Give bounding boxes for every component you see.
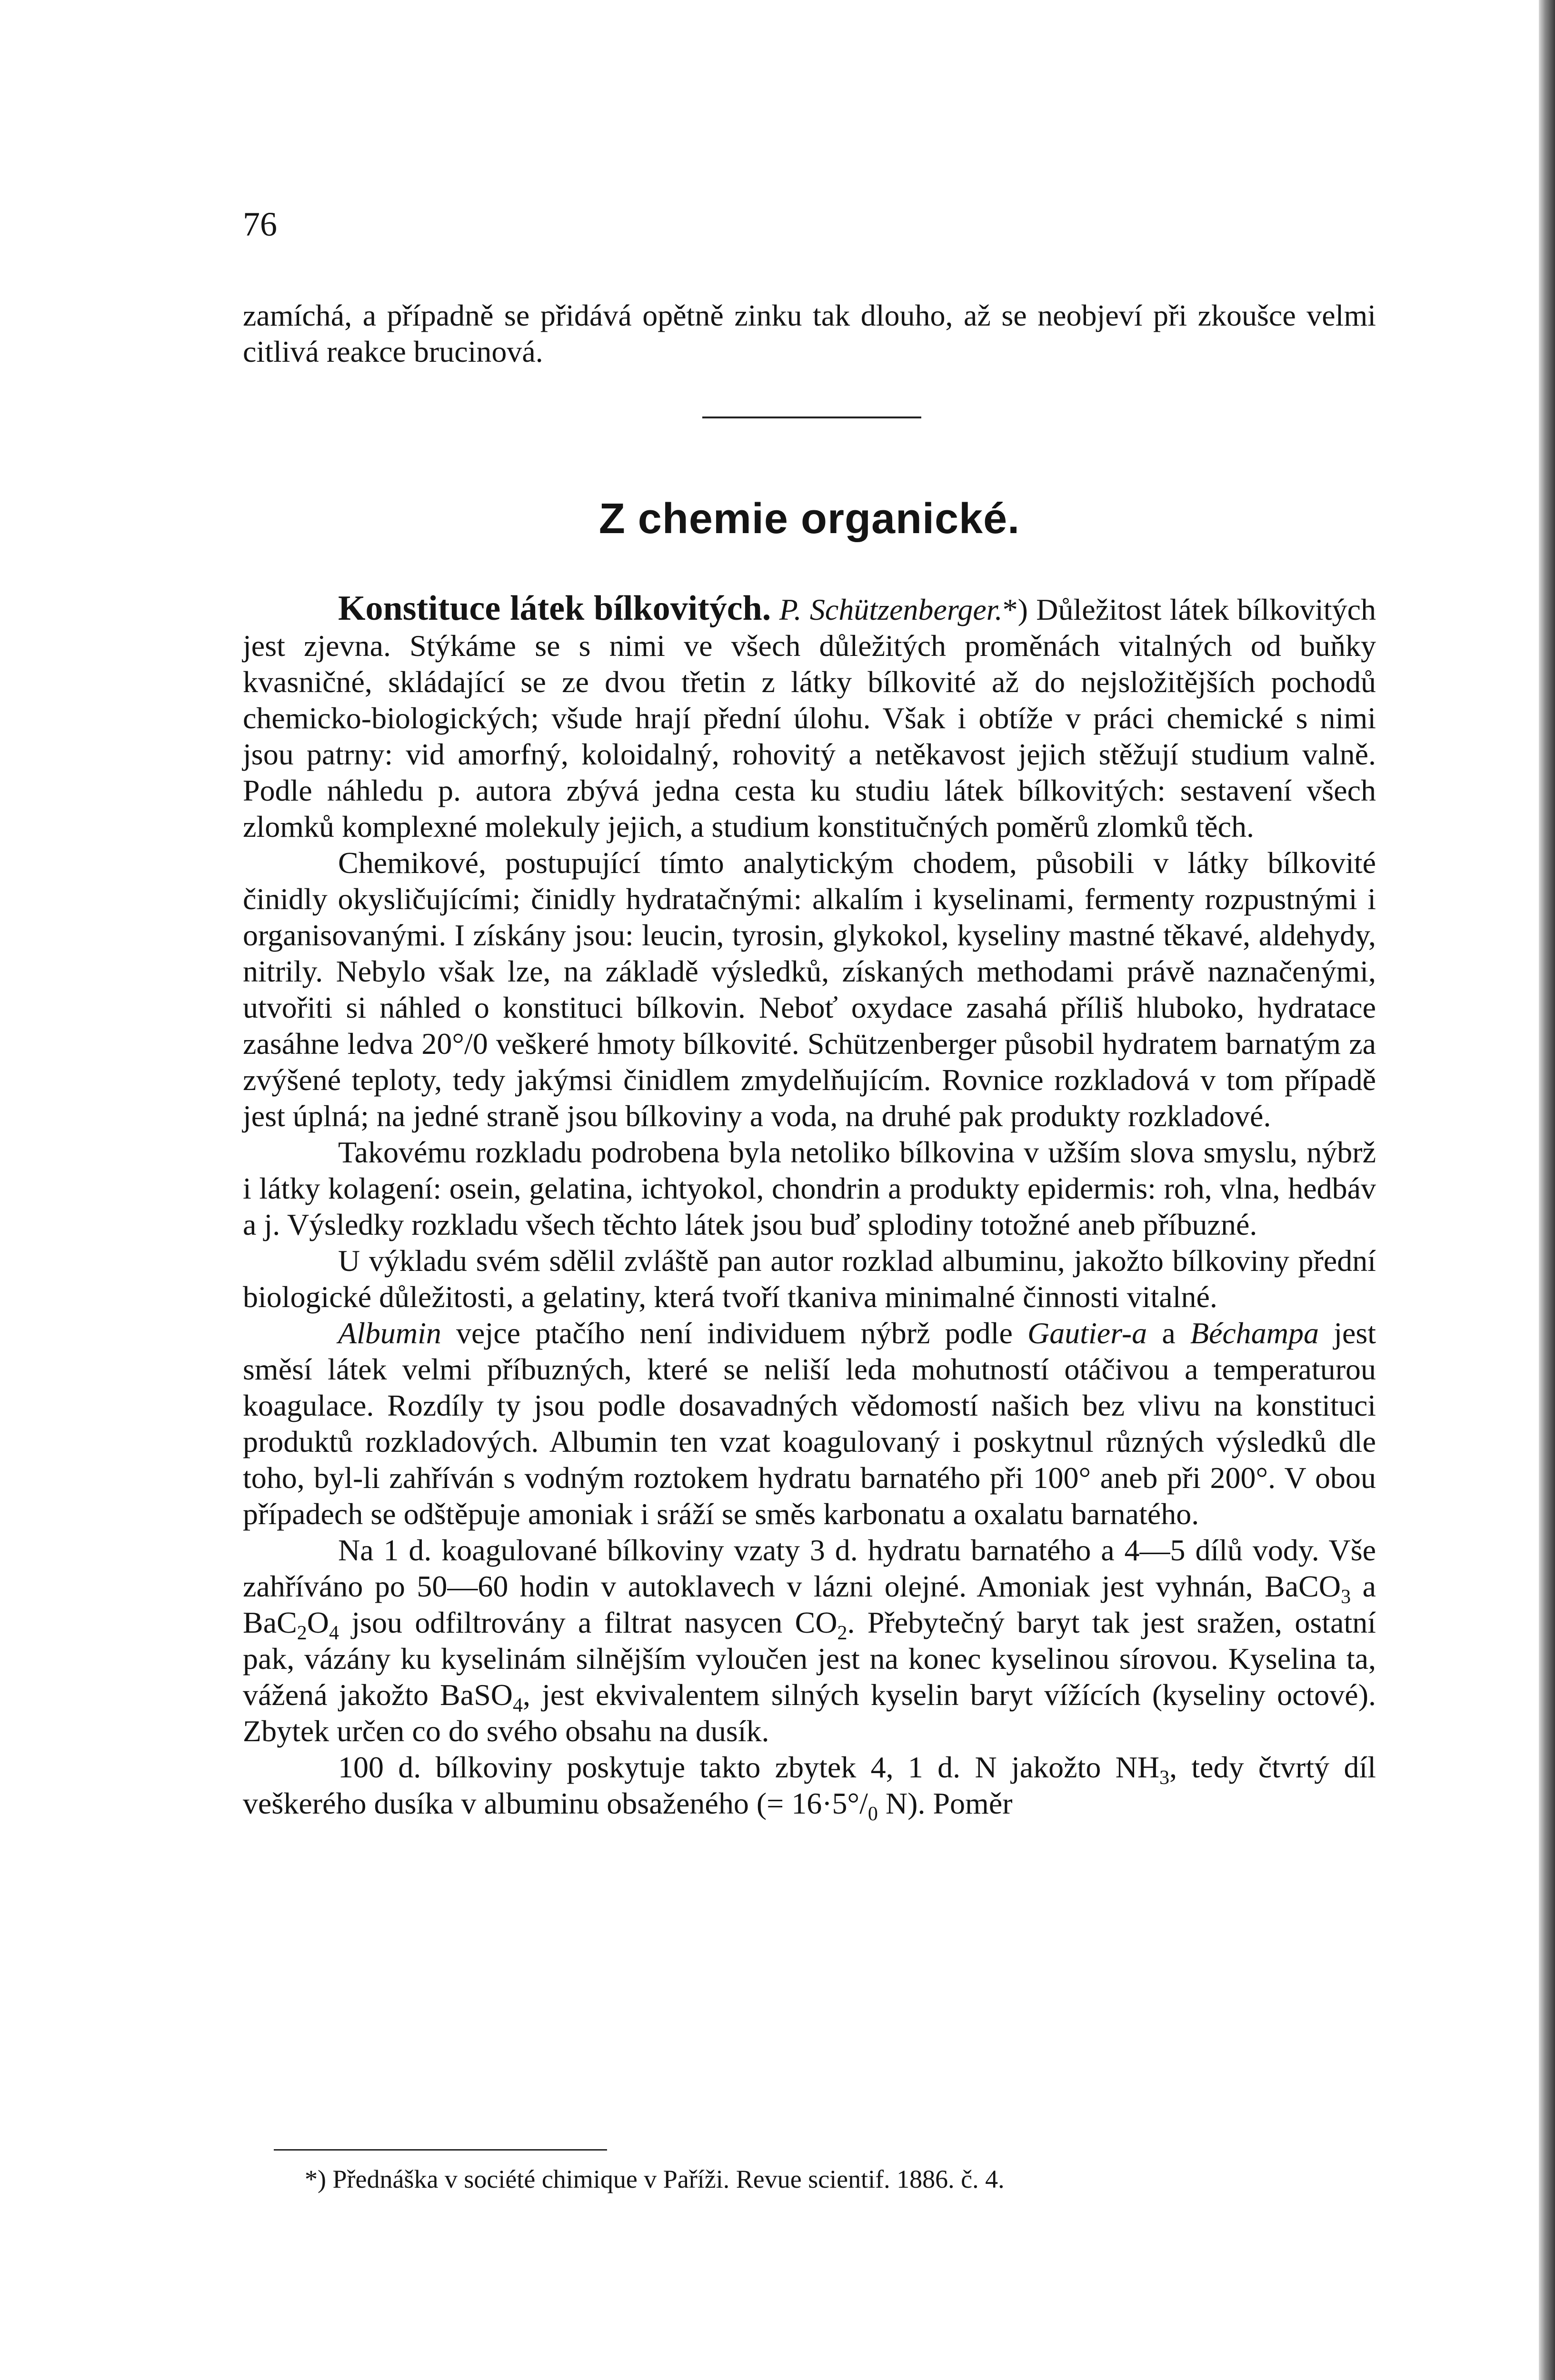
subscript: 3 (1159, 1766, 1170, 1789)
gautier-name: Gautier-a (1027, 1316, 1147, 1350)
yield-text-b: , tedy čtvrtý díl veškerého dusíka v albuminu obsaženého (= 16·5°/ (243, 1750, 1376, 1820)
paragraph-decomposition: Takovému rozkladu podrobena byla netoliko bílkovina v užším slova smyslu, nýbrž i látky kolagení: osein, gelatina, ichtyokol, chondrin a produkty epidermis: roh, vlna, hedbáv a j. Výsledky rozkladu všech těchto látek jsou buď splodiny totožné aneb příbuzné. (243, 1135, 1376, 1241)
procedure-text-b: a BaC (243, 1569, 1376, 1639)
procedure-text-a: Na 1 d. koagulované bílkoviny vzaty 3 d. hydratu barnatého a 4—5 dílů vody. Vše zahříváno po 50—60 hodin v autoklavech v lázni olejné. Amoniak jest vyhnán, BaCO (243, 1533, 1376, 1603)
paragraph-lecture: U výkladu svém sdělil zvláště pan autor rozklad albuminu, jakožto bílkoviny přední biologické důležitosti, a gelatiny, která tvoří tkaniva minimalné činnosti vitalné. (243, 1244, 1376, 1314)
albumin-text-a: vejce ptačího není individuem nýbrž podle (456, 1316, 1013, 1350)
section-divider (702, 416, 921, 418)
albumin-term: Albumin (338, 1316, 441, 1350)
procedure-text-c: O (307, 1606, 329, 1639)
footnote: *) Přednáška v société chimique v Paříži. Revue scientif. 1886. č. 4. (305, 2165, 1005, 2193)
albumin-text-b: jest směsí látek velmi příbuzných, které se neliší leda mohutností otáčivou a temperaturou koagulace. Rozdíly ty jsou podle dosavadných vědomostí našich bez vlivu na konstituci produktů rozkladových. Albumin ten vzat koagulovaný i poskytnul různých výsledků dle toho, byl-li zahříván s vodným roztokem hydratu barnatého při 100° aneb při 200°. V obou případech se odštěpuje amoniak i sráží se směs karbonatu a oxalatu barnatého. (243, 1316, 1376, 1531)
footnote-marker: *) (1002, 593, 1028, 626)
lead-text: Důležitost látek bílkovitých jest zjevna. Stýkáme se s nimi ve všech důležitých proměnách vitalných od buňky kvasničné, skládající se ze dvou třetin z látky bílkovité až do nejsložitějších pochodů chemicko-biologických; všude hrají přední úlohu. Však i obtíže v práci chemické s nimi jsou patrny: vid amorfný, koloidalný, rohovitý a netěkavost jejich stěžují studium valně. Podle náhledu p. autora zbývá jedna cesta ku studiu látek bílkovitých: sestavení všech zlomků komplexné molekuly jejich, a studium konstitučných poměrů zlomků těch. (243, 593, 1376, 843)
paragraph-chemists: Chemikové, postupující tímto analytickým chodem, působili v látky bílkovité činidly okysličujícími; činidly hydratačnými: alkalím i kyselinami, fermenty rozpustnými i organisovanými. I získány jsou: leucin, tyrosin, glykokol, kyseliny mastné těkavé, aldehydy, nitrily. Nebylo však lze, na základě výsledků, získaných methodami právě naznačenými, utvořiti si náhled o konstituci bílkovin. Neboť oxydace zasahá příliš hluboko, hydratace zasáhne ledva 20°/0 veškeré hmoty bílkovité. Schützenberger působil hydratem barnatým za zvýšené teploty, tedy jakýmsi činidlem zmydelňujícím. Rovnice rozkladová v tom případě jest úplná; na jedné straně jsou bílkoviny a voda, na druhé pak produkty rozkladové. (243, 846, 1376, 1133)
and-word: a (1162, 1316, 1176, 1350)
intro-paragraph (243, 298, 1376, 370)
page-edge-shadow (1539, 0, 1555, 2380)
subscript: 0 (867, 1803, 878, 1825)
paragraph-procedure (243, 1532, 1376, 1749)
bechampa-name: Béchampa (1190, 1316, 1319, 1350)
paragraph-albumin (243, 1315, 1376, 1532)
paragraph-yield (243, 1749, 1376, 1825)
yield-text-c: N). Poměr (877, 1786, 1013, 1820)
subscript: 2 (837, 1622, 847, 1644)
footnote-rule (274, 2149, 607, 2151)
article-lead-paragraph (243, 590, 1376, 845)
article-author: P. Schützenberger. (779, 593, 1003, 626)
intro-text: zamíchá, a případně se přidává opětně zinku tak dlouho, až se neobjeví při zkoušce velmi citlivá reakce brucinová. (243, 298, 1376, 368)
subscript: 3 (1341, 1586, 1351, 1608)
procedure-text-d: jsou odfiltrovány a filtrat nasycen CO (339, 1606, 837, 1639)
subscript: 4 (329, 1622, 339, 1644)
page-number: 76 (243, 205, 277, 243)
article-title: Konstituce látek bílkovitých. (338, 589, 771, 628)
article-body (243, 589, 1376, 1825)
subscript: 4 (513, 1694, 523, 1716)
yield-text-a: 100 d. bílkoviny poskytuje takto zbytek 4, 1 d. N jakožto NH (338, 1750, 1160, 1784)
subscript: 2 (297, 1622, 307, 1644)
procedure-text-e: . Přebytečný baryt tak jest sražen, ostatní pak, vázány ku kyselinám silnějším vyloučen jest na konec kyselinou sírovou. Kyselina ta, vážená jakožto BaSO (243, 1606, 1376, 1712)
section-title: Z chemie organické. (598, 495, 1020, 543)
procedure-text-f: , jest ekvivalentem silných kyselin baryt vížících (kyseliny octové). Zbytek určen co do svého obsahu na dusík. (243, 1678, 1376, 1748)
